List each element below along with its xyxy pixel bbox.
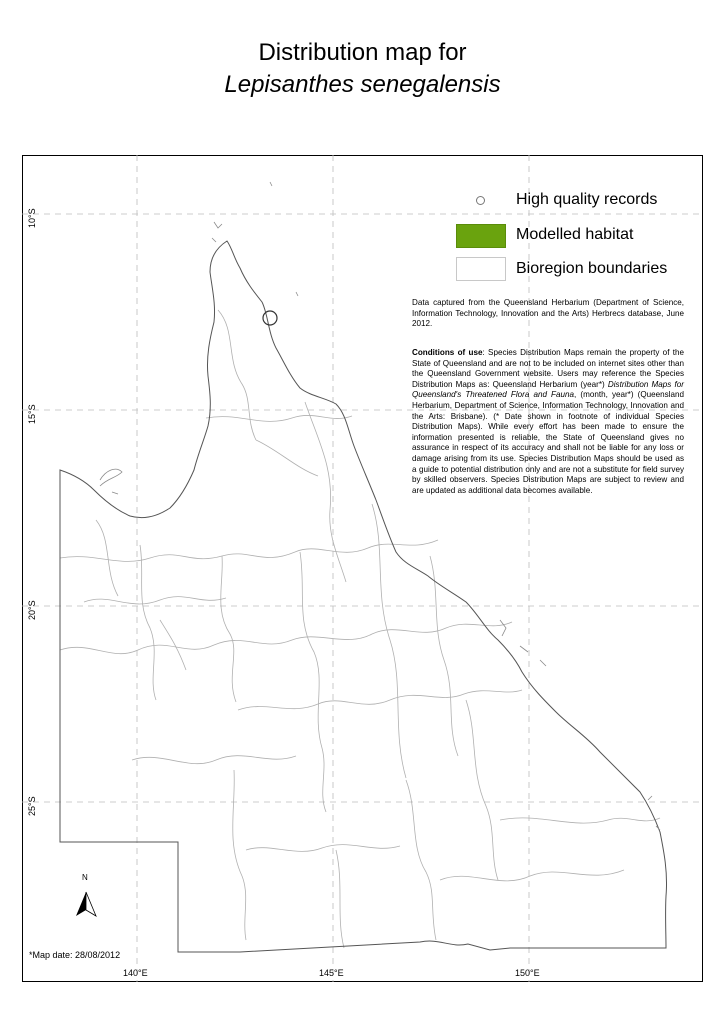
graticule [22,155,703,982]
data-source-note: Data captured from the Queensland Herbarium (Department of Science, Information Technology, Innovation and the Arts) Herbrecs database, June 2012. [412,298,684,329]
conditions-title: Distribution Maps for Queensland's Threatened Flora and Fauna [412,379,684,400]
lat-label-15: 15°S [27,404,37,424]
lat-label-10: 10°S [27,208,37,228]
conditions-heading: Conditions of use [412,348,483,357]
map-date: *Map date: 28/08/2012 [29,950,121,960]
lon-label-145: 145°E [319,968,344,978]
legend-habitat-swatch [456,224,506,248]
species-name: Lepisanthes senegalensis [224,71,501,98]
islands [100,182,660,830]
conditions-text-1: : Species Distribution Maps remain the property of the State of Queensland and are not to be included on internet sites other than the Queensland Government website. Users may reference the Species Distribution Maps as: Queensland Herbarium (year*) [412,348,685,389]
lon-label-150: 150°E [515,968,540,978]
lon-label-140: 140°E [123,968,148,978]
conditions-of-use [412,348,684,496]
circle-marker-icon [263,311,277,325]
north-label: N [82,873,88,882]
legend-bioregion: Bioregion boundaries [516,260,668,277]
legend-circle-icon [476,196,485,205]
lat-label-20: 20°S [27,600,37,620]
legend-high-quality: High quality records [516,191,658,208]
north-arrow-icon [76,892,96,916]
legend-modelled: Modelled habitat [516,226,634,243]
conditions-text-2: , (month, year*) (Queensland Herbarium, Department of Science, Information Technology, Innovation and the Arts: Brisbane). (* Date shown in footnote of individual Species Distribution Maps). While every effort has been made to ensure the information presented is reliable, the State of Queensland gives no assurance in respect of its accuracy and shall not be liable for any loss or damage arising from its use. Species Distribution Maps should be used as a guide to potential distribution only and are not a substitute for field survey by skilled observers. Species Distribution Maps are subject to review and are updated as additional data becomes available. [412,390,684,495]
legend-bioregion-swatch [456,257,506,281]
lat-label-25: 25°S [27,796,37,816]
map-title: Distribution map for [258,39,467,66]
